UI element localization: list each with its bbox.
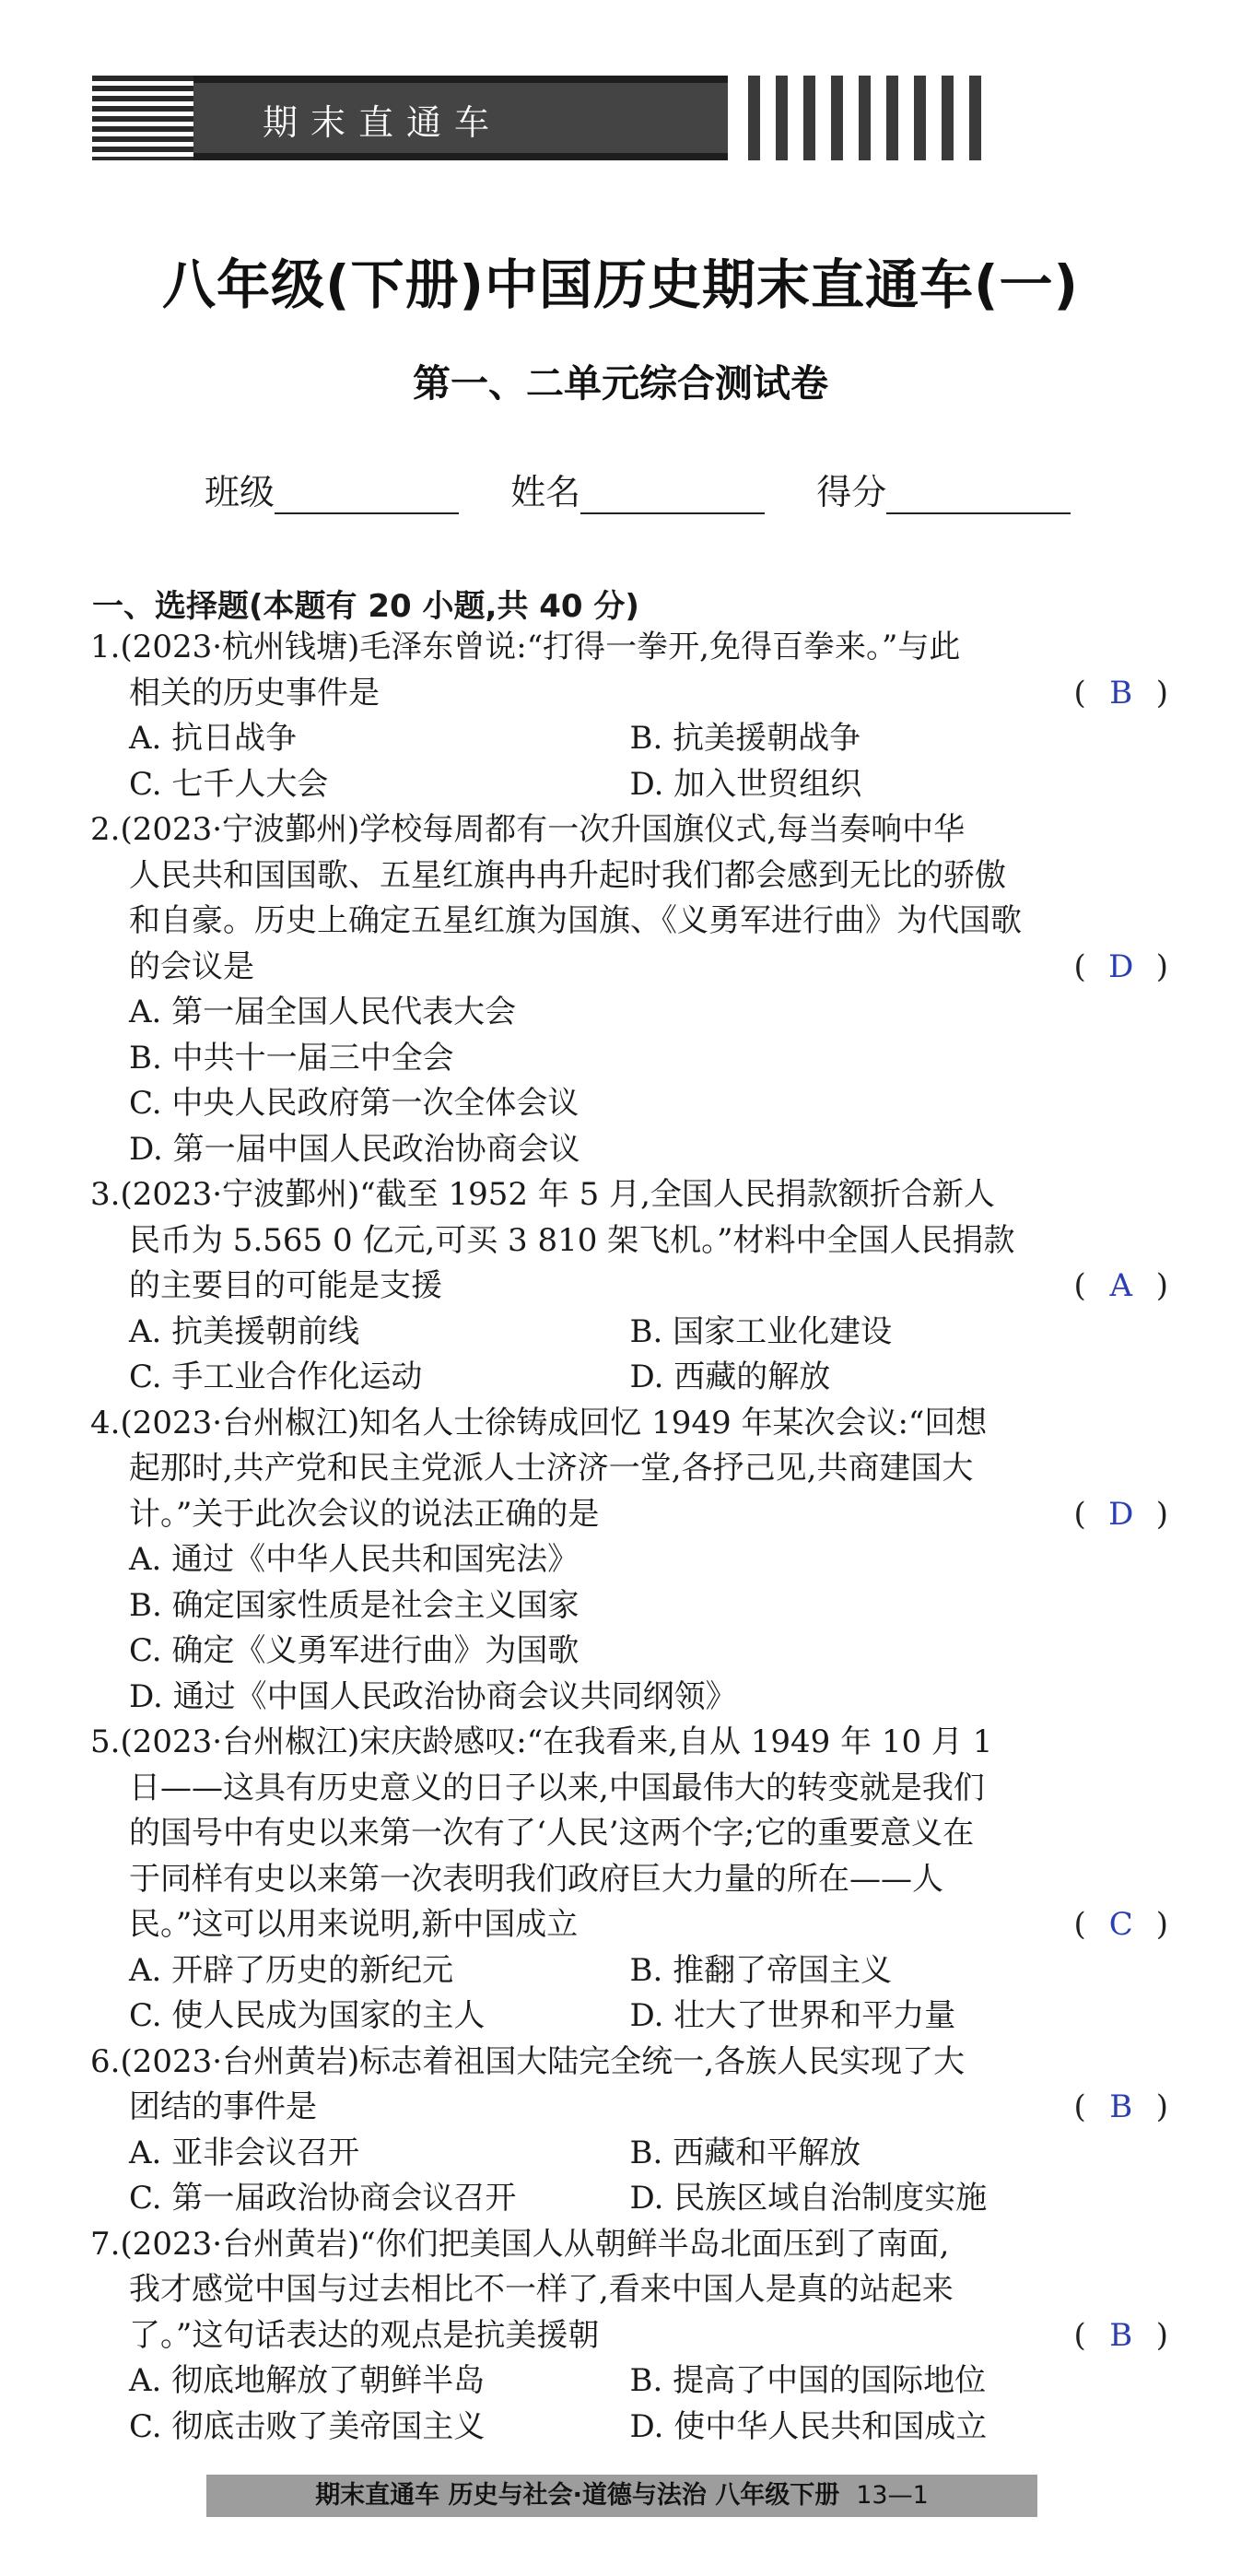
option-b: B. 推翻了帝国主义 [629, 1951, 893, 1989]
option-a: A. 抗美援朝前线 [129, 1312, 360, 1350]
answer-letter: B [1109, 2316, 1133, 2354]
question-line: 4.(2023·台州椒江)知名人士徐铸成回忆 1949 年某次会议:“回想 [90, 1404, 988, 1441]
banner-stripes-left [92, 76, 193, 160]
question-line [90, 1492, 1168, 1538]
question-line: 5.(2023·台州椒江)宋庆龄感叹:“在我看来,自从 1949 年 10 月 1 [90, 1723, 993, 1760]
option-d: D. 第一届中国人民政治协商会议 [129, 1130, 580, 1168]
section-heading: 一、选择题(本题有 20 小题,共 40 分) [92, 588, 639, 625]
question-stem-end: 计。”关于此次会议的说法正确的是 [129, 1495, 600, 1533]
option-a: A. 开辟了历史的新纪元 [129, 1951, 454, 1989]
name-field [510, 464, 765, 514]
question-line: 民币为 5.565 0 亿元,可买 3 810 架飞机。”材料中全国人民捐款 [129, 1221, 1015, 1259]
option-c: C. 第一届政治协商会议召开 [129, 2180, 517, 2217]
question-line: 的国号中有史以来第一次有了‘人民’这两个字;它的重要意义在 [129, 1815, 975, 1852]
options-row [90, 2358, 1168, 2405]
answer-letter: B [1109, 2088, 1133, 2125]
options-row [90, 2405, 1168, 2451]
option-a: A. 彻底地解放了朝鲜半岛 [129, 2362, 486, 2399]
question-line: 1.(2023·杭州钱塘)毛泽东曾说:“打得一拳开,免得百拳来。”与此 [90, 629, 961, 665]
answer-bracket: ( B ) [1073, 671, 1168, 717]
option-d: D. 西藏的解放 [629, 1359, 831, 1395]
option-b: B. 确定国家性质是社会主义国家 [129, 1586, 580, 1624]
question-line: 6.(2023·台州黄岩)标志着祖国大陆完全统一,各族人民实现了大 [90, 2042, 966, 2080]
page-title: 八年级(下册)中国历史期末直通车(一) [161, 253, 1080, 316]
question-line [90, 2313, 1168, 2359]
question-line: 我才感觉中国与过去相比不一样了,看来中国人是真的站起来 [129, 2271, 954, 2308]
class-blank[interactable] [275, 476, 459, 514]
question-stem-end: 团结的事件是 [129, 2088, 317, 2125]
question-line [90, 1902, 1168, 1948]
question-stem-end: 民。”这可以用来说明,新中国成立 [129, 1906, 579, 1943]
option-d: D. 壮大了世界和平力量 [629, 1997, 956, 2034]
options-row [90, 1994, 1168, 2040]
question-line [90, 671, 1168, 717]
class-label: 班级 [205, 472, 275, 512]
question-line [90, 1264, 1168, 1310]
banner-bars [748, 76, 997, 160]
option-a: A. 抗日战争 [129, 720, 298, 757]
options-row [90, 1948, 1168, 1994]
question-line: 人民共和国国歌、五星红旗冉冉升起时我们都会感到无比的骄傲 [129, 856, 1006, 894]
answer-bracket: ( B ) [1073, 2313, 1168, 2359]
options-row [90, 762, 1168, 808]
question-stem-end: 的主要目的可能是支援 [129, 1267, 442, 1304]
option-b: B. 中共十一届三中全会 [129, 1039, 454, 1076]
option-b: B. 国家工业化建设 [629, 1312, 893, 1350]
footer-text-line [206, 2475, 1037, 2517]
question-7 [90, 2222, 1168, 2451]
option-c: C. 使人民成为国家的主人 [129, 1997, 486, 2034]
page-subtitle: 第一、二单元综合测试卷 [413, 361, 828, 406]
answer-letter: D [1108, 1495, 1134, 1533]
score-field [816, 464, 1071, 514]
answer-letter: C [1108, 1906, 1133, 1943]
option-a: A. 第一届全国人民代表大会 [129, 994, 517, 1030]
question-line [90, 2085, 1168, 2131]
answer-bracket: ( D ) [1073, 1492, 1168, 1538]
question-line: 和自豪。历史上确定五星红旗为国旗、《义勇军进行曲》为代国歌 [129, 902, 1022, 939]
option-c: C. 七千人大会 [129, 765, 329, 803]
option-c: C. 手工业合作化运动 [129, 1359, 423, 1395]
option-b: B. 提高了中国的国际地位 [629, 2362, 987, 2399]
banner-label: 期末直通车 [263, 102, 503, 143]
option-d: D. 加入世贸组织 [629, 765, 862, 803]
answer-bracket: ( A ) [1073, 1264, 1168, 1310]
page-number: 13—1 [856, 2481, 929, 2510]
options-row [90, 1310, 1168, 1356]
option-d: D. 使中华人民共和国成立 [629, 2407, 988, 2445]
header-banner [92, 76, 903, 160]
question-stem-end: 了。”这句话表达的观点是抗美援朝 [129, 2316, 600, 2354]
name-blank[interactable] [580, 476, 765, 514]
answer-letter: D [1108, 947, 1134, 985]
score-label: 得分 [816, 472, 887, 512]
option-c: C. 彻底击败了美帝国主义 [129, 2407, 486, 2445]
answer-letter: A [1109, 1267, 1133, 1304]
question-line: 日——这具有历史意义的日子以来,中国最伟大的转变就是我们 [129, 1769, 985, 1806]
option-d: D. 通过《中国人民政治协商会议共同纲领》 [129, 1677, 737, 1715]
question-line: 3.(2023·宁波鄞州)“截至 1952 年 5 月,全国人民捐款额折合新人 [90, 1176, 995, 1213]
question-line: 起那时,共产党和民主党派人士济济一堂,各抒己见,共商建国大 [129, 1450, 974, 1487]
footer-book-title: 期末直通车 历史与社会·道德与法治 八年级下册 [315, 2481, 840, 2510]
option-d: D. 民族区域自治制度实施 [629, 2180, 988, 2217]
question-1 [90, 625, 1168, 807]
question-list [90, 625, 1168, 2450]
answer-letter: B [1109, 674, 1133, 712]
options-row [90, 1355, 1168, 1401]
question-line: 2.(2023·宁波鄞州)学校每周都有一次升国旗仪式,每当奏响中华 [90, 811, 966, 848]
option-a: A. 亚非会议召开 [129, 2134, 360, 2171]
page-footer [206, 2475, 1037, 2517]
options-row [90, 2131, 1168, 2177]
option-a: A. 通过《中华人民共和国宪法》 [129, 1541, 580, 1578]
question-line: 于同样有史以来第一次表明我们政府巨大力量的所在——人 [129, 1860, 943, 1898]
option-b: B. 西藏和平解放 [629, 2134, 861, 2171]
student-info-row [205, 464, 1111, 514]
question-line: 7.(2023·台州黄岩)“你们把美国人从朝鲜半岛北面压到了南面, [90, 2225, 950, 2263]
question-5 [90, 1720, 1168, 2040]
question-6 [90, 2040, 1168, 2222]
answer-bracket: ( D ) [1073, 945, 1168, 991]
options-row [90, 2176, 1168, 2222]
question-stem-end: 的会议是 [129, 947, 254, 985]
question-2 [90, 807, 1168, 1172]
option-c: C. 中央人民政府第一次全体会议 [129, 1085, 580, 1122]
option-c: C. 确定《义勇军进行曲》为国歌 [129, 1632, 580, 1669]
answer-bracket: ( B ) [1073, 2085, 1168, 2131]
question-3 [90, 1172, 1168, 1401]
options-row [90, 716, 1168, 762]
score-blank[interactable] [886, 476, 1071, 514]
question-stem-end: 相关的历史事件是 [129, 674, 380, 712]
question-4 [90, 1401, 1168, 1721]
name-label: 姓名 [510, 472, 581, 512]
question-line [90, 945, 1168, 991]
option-b: B. 抗美援朝战争 [629, 720, 861, 757]
class-field [205, 464, 459, 514]
answer-bracket: ( C ) [1073, 1902, 1168, 1948]
